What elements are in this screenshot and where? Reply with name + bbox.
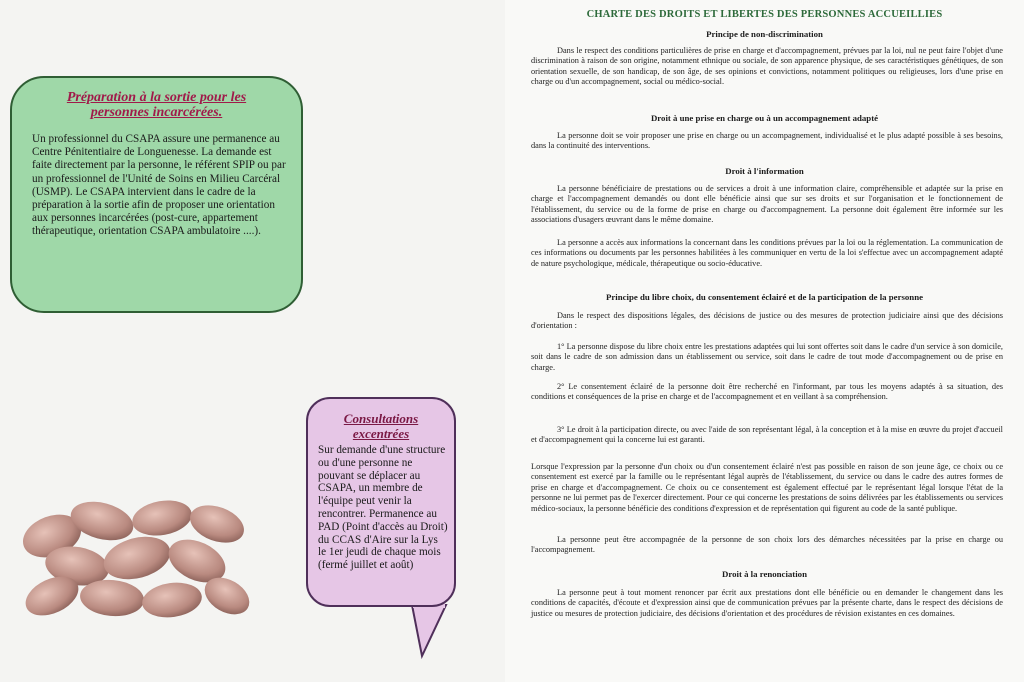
paragraph-text: La personne peut à tout moment renoncer par écrit aux prestations dont elle bénéficie ou en demander le changement dans les conditions de capacités, d'écoute et d'expression ainsi que de communication prévues par la présente charte, dans le respect des décisions de justice ou mesures de protection judiciaire, des décisions d'orientation et des procédures de révision existantes en ces domaines. [531, 588, 1003, 618]
section-heading: Principe de non-discrimination [706, 29, 823, 39]
paragraph-text: 1° La personne dispose du libre choix entre les prestations adaptées qui lui sont offertes soit dans le cadre d'un service à son domicile, soit dans le cadre de son admission dans un établissement ou service, soit dans le cadre de tout mode d'accompagnement ou de prise en charge. [531, 342, 1003, 372]
section-paragraph [531, 588, 1003, 619]
section-heading: Principe du libre choix, du consentement éclairé et de la participation de la personne [606, 292, 923, 302]
section-heading: Droit à la renonciation [722, 569, 807, 579]
section-paragraph [531, 184, 1003, 226]
paragraph-text: La personne doit se voir proposer une prise en charge ou un accompagnement, individualisé et le plus adapté possible à ses besoins, dans la continuité des interventions. [531, 131, 1003, 151]
section-paragraph [531, 131, 1003, 152]
left-page [0, 0, 505, 682]
prison-release-title: Préparation à la sortie pour les personnes incarcérées. [66, 90, 247, 120]
paragraph-text: Lorsque l'expression par la personne d'un choix ou d'un consentement éclairé n'est pas possible en raison de son jeune âge, ce choix ou ce consentement est exercé par la famille ou le représentant légal auprès de l'établissement, du service ou dans le cadre des autres formes de prise en charge et d'accompagnement. Ce choix ou ce consentement est également effectué par le représentant légal lorsque l'état de la personne ne lui permet pas de l'exercer directement. Pour ce qui concerne les prestations de soins délivrées par les établissements ou services médico-sociaux, la personne bénéficie des conditions d'expression et de représentation qui figurent au code de la santé publique. [531, 462, 1003, 513]
paragraph-text: 2° Le consentement éclairé de la personne doit être recherché en l'informant, par tous les moyens adaptés à sa situation, des conditions et conséquences de la prise en charge et de l'accompagnement et en veillant à sa compréhension. [531, 382, 1003, 402]
paragraph-text: La personne peut être accompagnée de la personne de son choix lors des démarches nécessitées par la prise en charge ou l'accompagnement. [531, 535, 1003, 555]
section-paragraph [531, 238, 1003, 269]
paragraph-text: Dans le respect des conditions particulières de prise en charge et d'accompagnement, prévues par la loi, nul ne peut faire l'objet d'une discrimination à raison de son origine, notamment ethnique ou sociale, de son apparence physique, de ses caractéristiques génétiques, de son orientation sexuelle, de son handicap, de son âge, de ses opinions et convictions, notamment politiques ou religieuses, lors d'une prise en charge ou d'un accompagnement, social ou médico-social. [531, 46, 1003, 87]
consultations-box [306, 397, 456, 607]
prison-release-text: Un professionnel du CSAPA assure une permanence au Centre Pénitentiaire de Longuenesse. La demande est faite directement par la personne, le référent SPIP ou par un professionnel de l'Unité de Soins en Milieu Carcéral (USMP). Le CSAPA intervient dans le cadre de la préparation à la sortie afin de proposer une orientation aux personnes incarcérées (post-cure, appartement thérapeutique, orientation CSAPA ambulatoire ....). [32, 133, 286, 238]
right-page [505, 0, 1024, 682]
section-paragraph [531, 462, 1003, 514]
beans-image [22, 496, 252, 621]
section-heading: Droit à une prise en charge ou à un accompagnement adapté [650, 113, 879, 123]
paragraph-text: Dans le respect des dispositions légales, des décisions de justice ou des mesures de protection judiciaire ainsi que des décisions d'orientation : [531, 311, 1003, 331]
charter-title: CHARTE DES DROITS ET LIBERTES DES PERSONNES ACCUEILLIES [586, 9, 943, 20]
section-paragraph [531, 425, 1003, 446]
section-paragraph [531, 342, 1003, 373]
section-paragraph [531, 311, 1003, 332]
paragraph-text: La personne a accès aux informations la concernant dans les conditions prévues par la loi ou la réglementation. La communication de ces informations ou documents par les personnes habilitées à les communiquer en vertu de la loi s'effectue avec un accompagnement adapté de nature psychologique, médicale, thérapeutique ou socio-éducative. [531, 238, 1003, 268]
consultations-text: Sur demande d'une structure ou d'une personne ne pouvant se déplacer au CSAPA, un membre de l'équipe peut venir la rencontrer. Permanence au PAD (Point d'accès au Droit) du CCAS d'Aire sur la Lys le 1er jeudi de chaque mois (fermé juillet et août) [318, 444, 448, 572]
section-paragraph [531, 535, 1003, 556]
section-heading: Droit à l'information [725, 166, 804, 176]
consultations-title: Consultations excentrées [343, 411, 419, 441]
paragraph-text: La personne bénéficiaire de prestations ou de services a droit à une information claire, compréhensible et adaptée sur la prise en charge et l'accompagnement demandés ou dont elle bénéficie ainsi que sur ses droits et sur l'organisation et le fonctionnement de l'établissement, du service ou de la forme de prise en charge ou d'accompagnement. La personne doit également être informée sur les associations d'usagers œuvrant dans le même domaine. [531, 184, 1003, 225]
paragraph-text: 3° Le droit à la participation directe, ou avec l'aide de son représentant légal, à la conception et à la mise en œuvre du projet d'accueil et d'accompagnement qui la concerne lui est garanti. [531, 425, 1003, 445]
section-paragraph [531, 46, 1003, 88]
section-paragraph [531, 382, 1003, 403]
